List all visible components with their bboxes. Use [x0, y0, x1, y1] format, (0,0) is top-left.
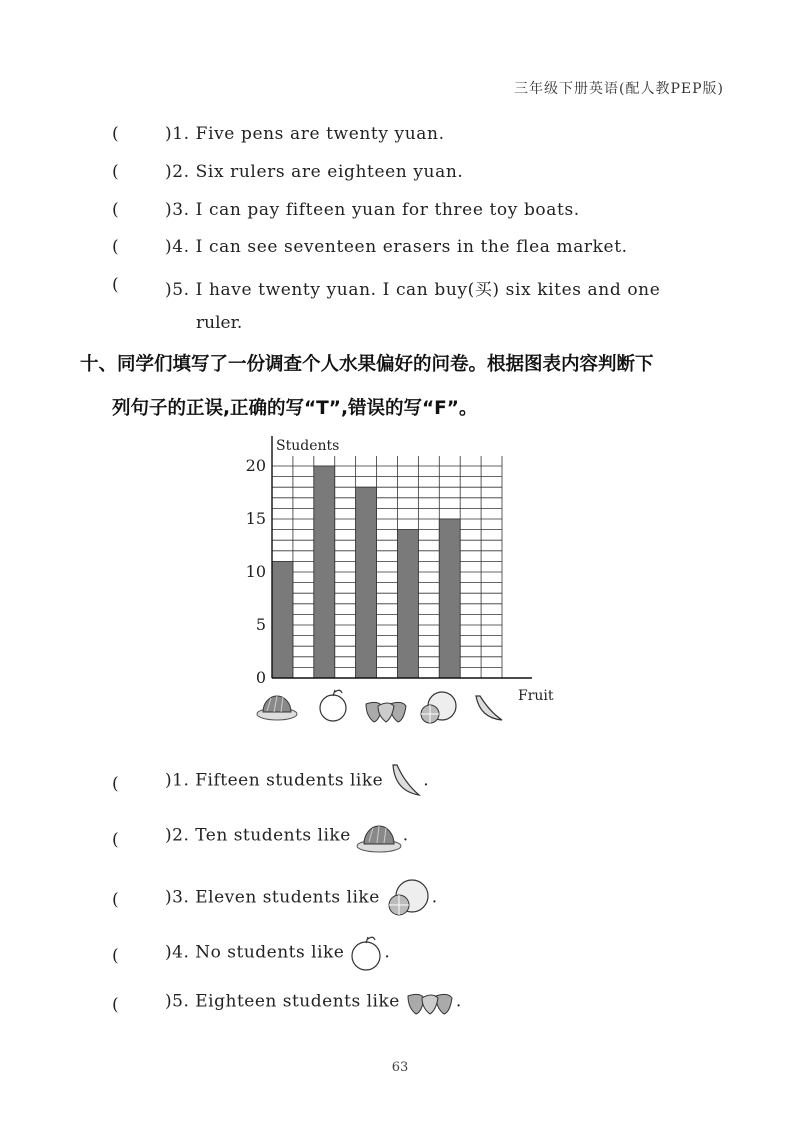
statement-2: )2. Six rulers are eighteen yuan. [165, 162, 464, 182]
y-tick-label: 15 [245, 509, 266, 528]
answer-blank-q10-3[interactable]: ( [112, 890, 119, 910]
y-tick-label: 10 [245, 562, 266, 581]
answer-blank-q10-1[interactable]: ( [112, 774, 119, 794]
statement-5-continuation: ruler. [196, 313, 243, 333]
q10-statement-2: )2. Ten students like . [165, 816, 409, 856]
banana-icon [387, 761, 423, 801]
orange-icon [384, 876, 432, 920]
statement-3: )3. I can pay fifteen yuan for three toy boats. [165, 200, 580, 220]
answer-blank-2[interactable]: ( [112, 162, 119, 182]
bar-strawberry [356, 487, 377, 678]
x-icon-watermelon [257, 696, 297, 720]
answer-blank-4[interactable]: ( [112, 237, 119, 257]
chart-svg [230, 428, 570, 738]
x-axis-label: Fruit [518, 688, 554, 704]
q10-statement-5: )5. Eighteen students like . [165, 982, 462, 1022]
x-icon-orange [421, 692, 456, 723]
statement-5: )5. I have twenty yuan. I can buy(买) six kites and one [165, 280, 661, 300]
answer-blank-1[interactable]: ( [112, 124, 119, 144]
x-icon-banana [476, 696, 502, 720]
answer-blank-3[interactable]: ( [112, 200, 119, 220]
statement-1: )1. Five pens are twenty yuan. [165, 124, 445, 144]
bar-apple [314, 466, 335, 678]
answer-blank-5[interactable]: ( [112, 275, 119, 295]
y-tick-label: 20 [245, 456, 266, 475]
x-icon-strawberry [366, 702, 406, 722]
bar-orange [397, 530, 418, 678]
y-tick-label: 5 [255, 615, 266, 634]
page-number: 63 [391, 1060, 409, 1075]
y-tick-label: 0 [255, 668, 266, 687]
answer-blank-q10-2[interactable]: ( [112, 830, 119, 850]
question-title-line-1: 十、同学们填写了一份调查个人水果偏好的问卷。根据图表内容判断下 [80, 354, 654, 375]
answer-blank-q10-5[interactable]: ( [112, 995, 119, 1015]
bar-watermelon [272, 561, 293, 678]
x-icon-apple [320, 690, 346, 721]
apple-icon [348, 933, 384, 973]
statement-4: )4. I can see seventeen erasers in the flea market. [165, 237, 628, 257]
watermelon-icon [355, 816, 403, 856]
page-header: 三年级下册英语(配人教PEP版) [514, 81, 724, 97]
q10-statement-4: )4. No students like . [165, 933, 390, 973]
q10-statement-3: )3. Eleven students like . [165, 876, 438, 920]
bar-banana [439, 519, 460, 678]
fruit-bar-chart [230, 428, 570, 742]
answer-blank-q10-4[interactable]: ( [112, 946, 119, 966]
q10-statement-1: )1. Fifteen students like . [165, 761, 429, 801]
question-title-line-2: 列句子的正误,正确的写“T”,错误的写“F”。 [112, 398, 478, 419]
strawberry-icon [404, 982, 456, 1022]
question-10-title [80, 343, 730, 431]
y-axis-label: Students [276, 438, 340, 454]
chart-grid [272, 456, 502, 678]
